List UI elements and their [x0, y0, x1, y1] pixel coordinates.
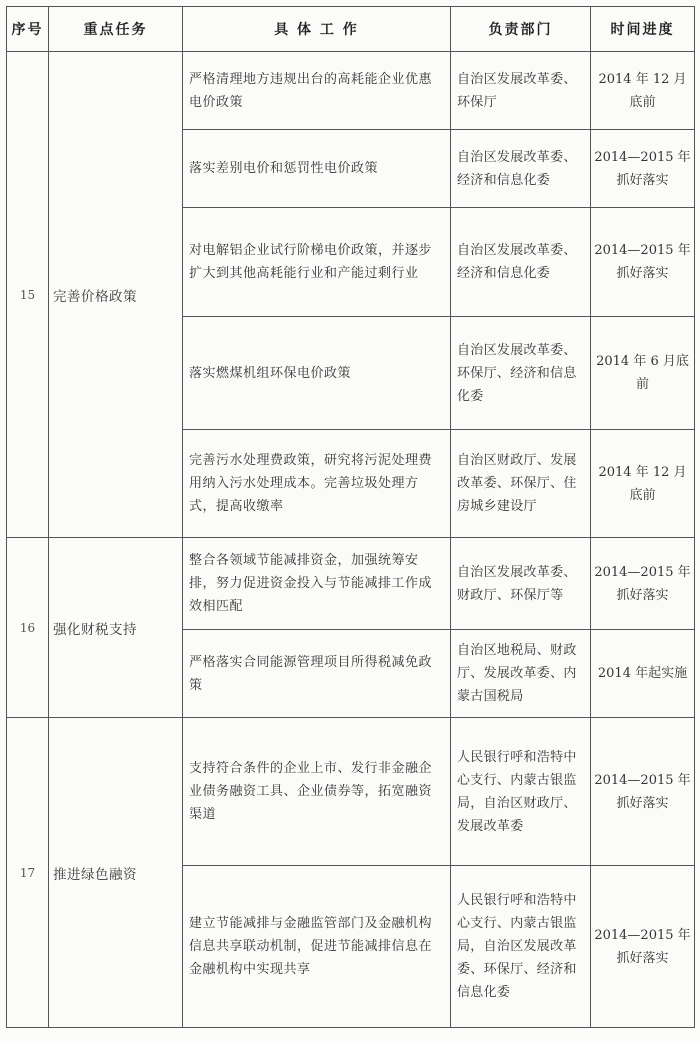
work-cell: 支持符合条件的企业上市、发行非金融企业债务融资工具、企业债券等，拓宽融资渠道	[183, 718, 451, 866]
group-seq: 17	[7, 718, 49, 1028]
dept-cell: 自治区发展改革委、环保厅	[451, 52, 591, 130]
work-cell: 对电解铝企业试行阶梯电价政策，并逐步扩大到其他高耗能行业和产能过剩行业	[183, 208, 451, 317]
table-header-row	[7, 7, 695, 52]
time-cell: 2014 年 12 月底前	[591, 52, 695, 130]
time-cell: 2014—2015 年抓好落实	[591, 718, 695, 866]
work-cell: 严格落实合同能源管理项目所得税减免政策	[183, 630, 451, 718]
dept-cell: 人民银行呼和浩特中心支行、内蒙古银监局，自治区发展改革委、环保厅、经济和信息化委	[451, 866, 591, 1028]
dept-cell: 自治区财政厅、发展改革委、环保厅、住房城乡建设厅	[451, 430, 591, 538]
dept-cell: 人民银行呼和浩特中心支行、内蒙古银监局，自治区财政厅、发展改革委	[451, 718, 591, 866]
header-work: 具 体 工 作	[183, 7, 451, 52]
time-cell: 2014—2015 年抓好落实	[591, 538, 695, 630]
work-cell: 落实差别电价和惩罚性电价政策	[183, 130, 451, 208]
time-cell: 2014 年起实施	[591, 630, 695, 718]
table-row	[7, 52, 695, 130]
time-cell: 2014—2015 年抓好落实	[591, 130, 695, 208]
time-cell: 2014 年 12 月底前	[591, 430, 695, 538]
time-cell: 2014 年 6 月底前	[591, 317, 695, 430]
work-cell: 严格清理地方违规出台的高耗能企业优惠电价政策	[183, 52, 451, 130]
group-task: 完善价格政策	[49, 52, 183, 538]
header-task: 重点任务	[49, 7, 183, 52]
header-dept: 负责部门	[451, 7, 591, 52]
dept-cell: 自治区地税局、财政厅、发展改革委、内蒙古国税局	[451, 630, 591, 718]
dept-cell: 自治区发展改革委、经济和信息化委	[451, 208, 591, 317]
group-seq: 16	[7, 538, 49, 718]
group-seq: 15	[7, 52, 49, 538]
header-time: 时间进度	[591, 7, 695, 52]
work-cell: 整合各领域节能减排资金，加强统筹安排，努力促进资金投入与节能减排工作成效相匹配	[183, 538, 451, 630]
time-cell: 2014—2015 年抓好落实	[591, 208, 695, 317]
work-cell: 建立节能减排与金融监管部门及金融机构信息共享联动机制，促进节能减排信息在金融机构中实现共享	[183, 866, 451, 1028]
dept-cell: 自治区发展改革委、环保厅、经济和信息化委	[451, 317, 591, 430]
header-seq: 序号	[7, 7, 49, 52]
group-task: 强化财税支持	[49, 538, 183, 718]
group-task: 推进绿色融资	[49, 718, 183, 1028]
work-cell: 落实燃煤机组环保电价政策	[183, 317, 451, 430]
work-cell: 完善污水处理费政策，研究将污泥处理费用纳入污水处理成本。完善垃圾处理方式，提高收缴率	[183, 430, 451, 538]
dept-cell: 自治区发展改革委、经济和信息化委	[451, 130, 591, 208]
table-row	[7, 538, 695, 630]
dept-cell: 自治区发展改革委、财政厅、环保厅等	[451, 538, 591, 630]
policy-task-table	[6, 6, 695, 1028]
table-row	[7, 718, 695, 866]
time-cell: 2014—2015 年抓好落实	[591, 866, 695, 1028]
